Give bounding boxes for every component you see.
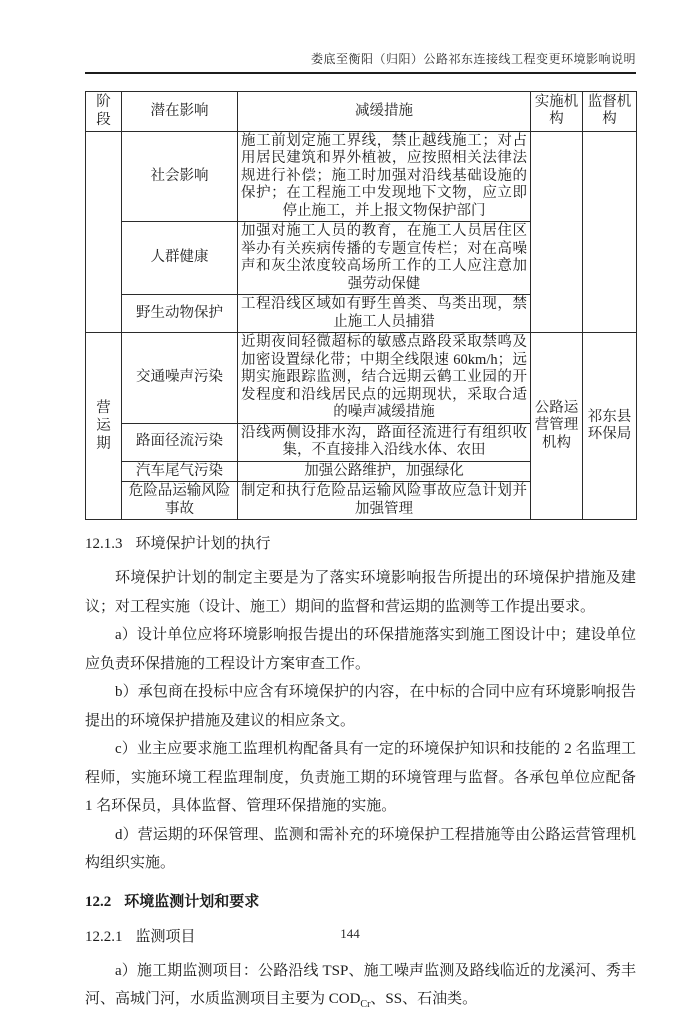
measure-cell: 加强公路维护，加强绿化 <box>238 461 531 482</box>
measure-cell: 加强对施工人员的教育，在施工人员居住区举办有关疾病传播的专题宣传栏；对在高噪声和灰尘浓度较高场所工作的工人应注意加强劳动保健 <box>238 222 531 295</box>
running-header-title: 娄底至衡阳（归阳）公路祁东连接线工程变更环境影响说明 <box>85 50 636 74</box>
col-header-impact: 潜在影响 <box>122 92 238 132</box>
paragraph: c）业主应要求施工监理机构配备具有一定的环境保护知识和技能的 2 名监理工程师，实施环境工程监理制度，负责施工期的环境管理与监督。各承包单位应配备 1 名环保员，具体监督、管理环保措施的实施。 <box>85 741 636 814</box>
section-heading-12-1-3 <box>85 533 636 555</box>
impact-cell: 人群健康 <box>122 222 238 295</box>
measure-cell: 沿线两侧设排水沟，路面径流进行有组织收集，不直接排入沿线水体、农田 <box>238 423 531 461</box>
section-heading-12-2 <box>85 891 636 913</box>
impl-org-cell-operation: 公路运营管理机构 <box>531 333 583 520</box>
impact-cell: 汽车尾气污染 <box>122 461 238 482</box>
section-number: 12.2 <box>85 893 112 910</box>
impact-cell: 路面径流污染 <box>122 423 238 461</box>
impact-cell: 社会影响 <box>122 131 238 222</box>
section-title: 环境保护计划的执行 <box>135 536 271 552</box>
measure-cell: 近期夜间轻微超标的敏感点路段采取禁鸣及加密设置绿化带；中期全线限速 60km/h；远期实施跟踪监测，结合远期云鹤工业园的开发程度和沿线居民点的远期现状，采取合适的噪声减缓措施 <box>238 333 531 424</box>
stage-cell-construction-empty <box>86 131 122 333</box>
impact-cell: 交通噪声污染 <box>122 333 238 424</box>
table-row <box>86 131 637 222</box>
section-title: 监测项目 <box>135 928 196 945</box>
section-number: 12.1.3 <box>85 536 123 552</box>
measure-cell: 制定和执行危险品运输风险事故应急计划并加强管理 <box>238 482 531 520</box>
stage-cell-operation: 营运期 <box>86 333 122 520</box>
measure-cell: 工程沿线区域如有野生兽类、鸟类出现，禁止施工人员捕猎 <box>238 295 531 333</box>
impact-cell: 危险品运输风险事故 <box>122 482 238 520</box>
supervise-org-cell-construction-empty <box>583 131 637 333</box>
monitoring-text: a）施工期监测项目：公路沿线 TSP、施工噪声监测及路线临近的龙溪河、秀丰河、高城门河，水质监测项目主要为 COD <box>85 962 636 1007</box>
col-header-supervise-org: 监督机构 <box>583 92 637 132</box>
col-header-impl-org: 实施机构 <box>531 92 583 132</box>
table-header-row <box>86 92 637 132</box>
section-title: 环境监测计划和要求 <box>124 893 260 910</box>
paragraph-monitoring-items <box>85 957 636 1020</box>
measure-cell: 施工前划定施工界线，禁止越线施工；对占用居民建筑和界外植被，应按照相关法律法规进行补偿；施工时加强对沿线基础设施的保护；在工程施工中发现地下文物，应立即停止施工，并上报文物保护部门 <box>238 131 531 222</box>
paragraph: 环境保护计划的制定主要是为了落实环境影响报告所提出的环境保护措施及建议；对工程实施（设计、施工）期间的监督和营运期的监测等工作提出要求。 <box>85 570 636 615</box>
col-header-stage: 阶段 <box>86 92 122 132</box>
impact-cell: 野生动物保护 <box>122 295 238 333</box>
cod-subscript: Cr <box>360 999 371 1010</box>
monitoring-text-tail: 、SS、石油类。 <box>370 991 478 1007</box>
page-number: 144 <box>340 926 360 941</box>
section-number: 12.2.1 <box>85 928 123 945</box>
paragraph: b）承包商在投标中应含有环境保护的内容，在中标的合同中应有环境影响报告提出的环境保护措施及建议的相应条文。 <box>85 684 636 729</box>
mitigation-measures-table <box>85 91 637 520</box>
paragraph: a）设计单位应将环境影响报告提出的环保措施落实到施工图设计中；建设单位应负责环保措施的工程设计方案审查工作。 <box>85 627 636 672</box>
col-header-measures: 减缓措施 <box>238 92 531 132</box>
supervise-org-cell-operation: 祁东县环保局 <box>583 333 637 520</box>
table-row <box>86 333 637 424</box>
paragraph: d）营运期的环保管理、监测和需补充的环境保护工程措施等由公路运营管理机构组织实施。 <box>85 826 636 871</box>
impl-org-cell-construction-empty <box>531 131 583 333</box>
